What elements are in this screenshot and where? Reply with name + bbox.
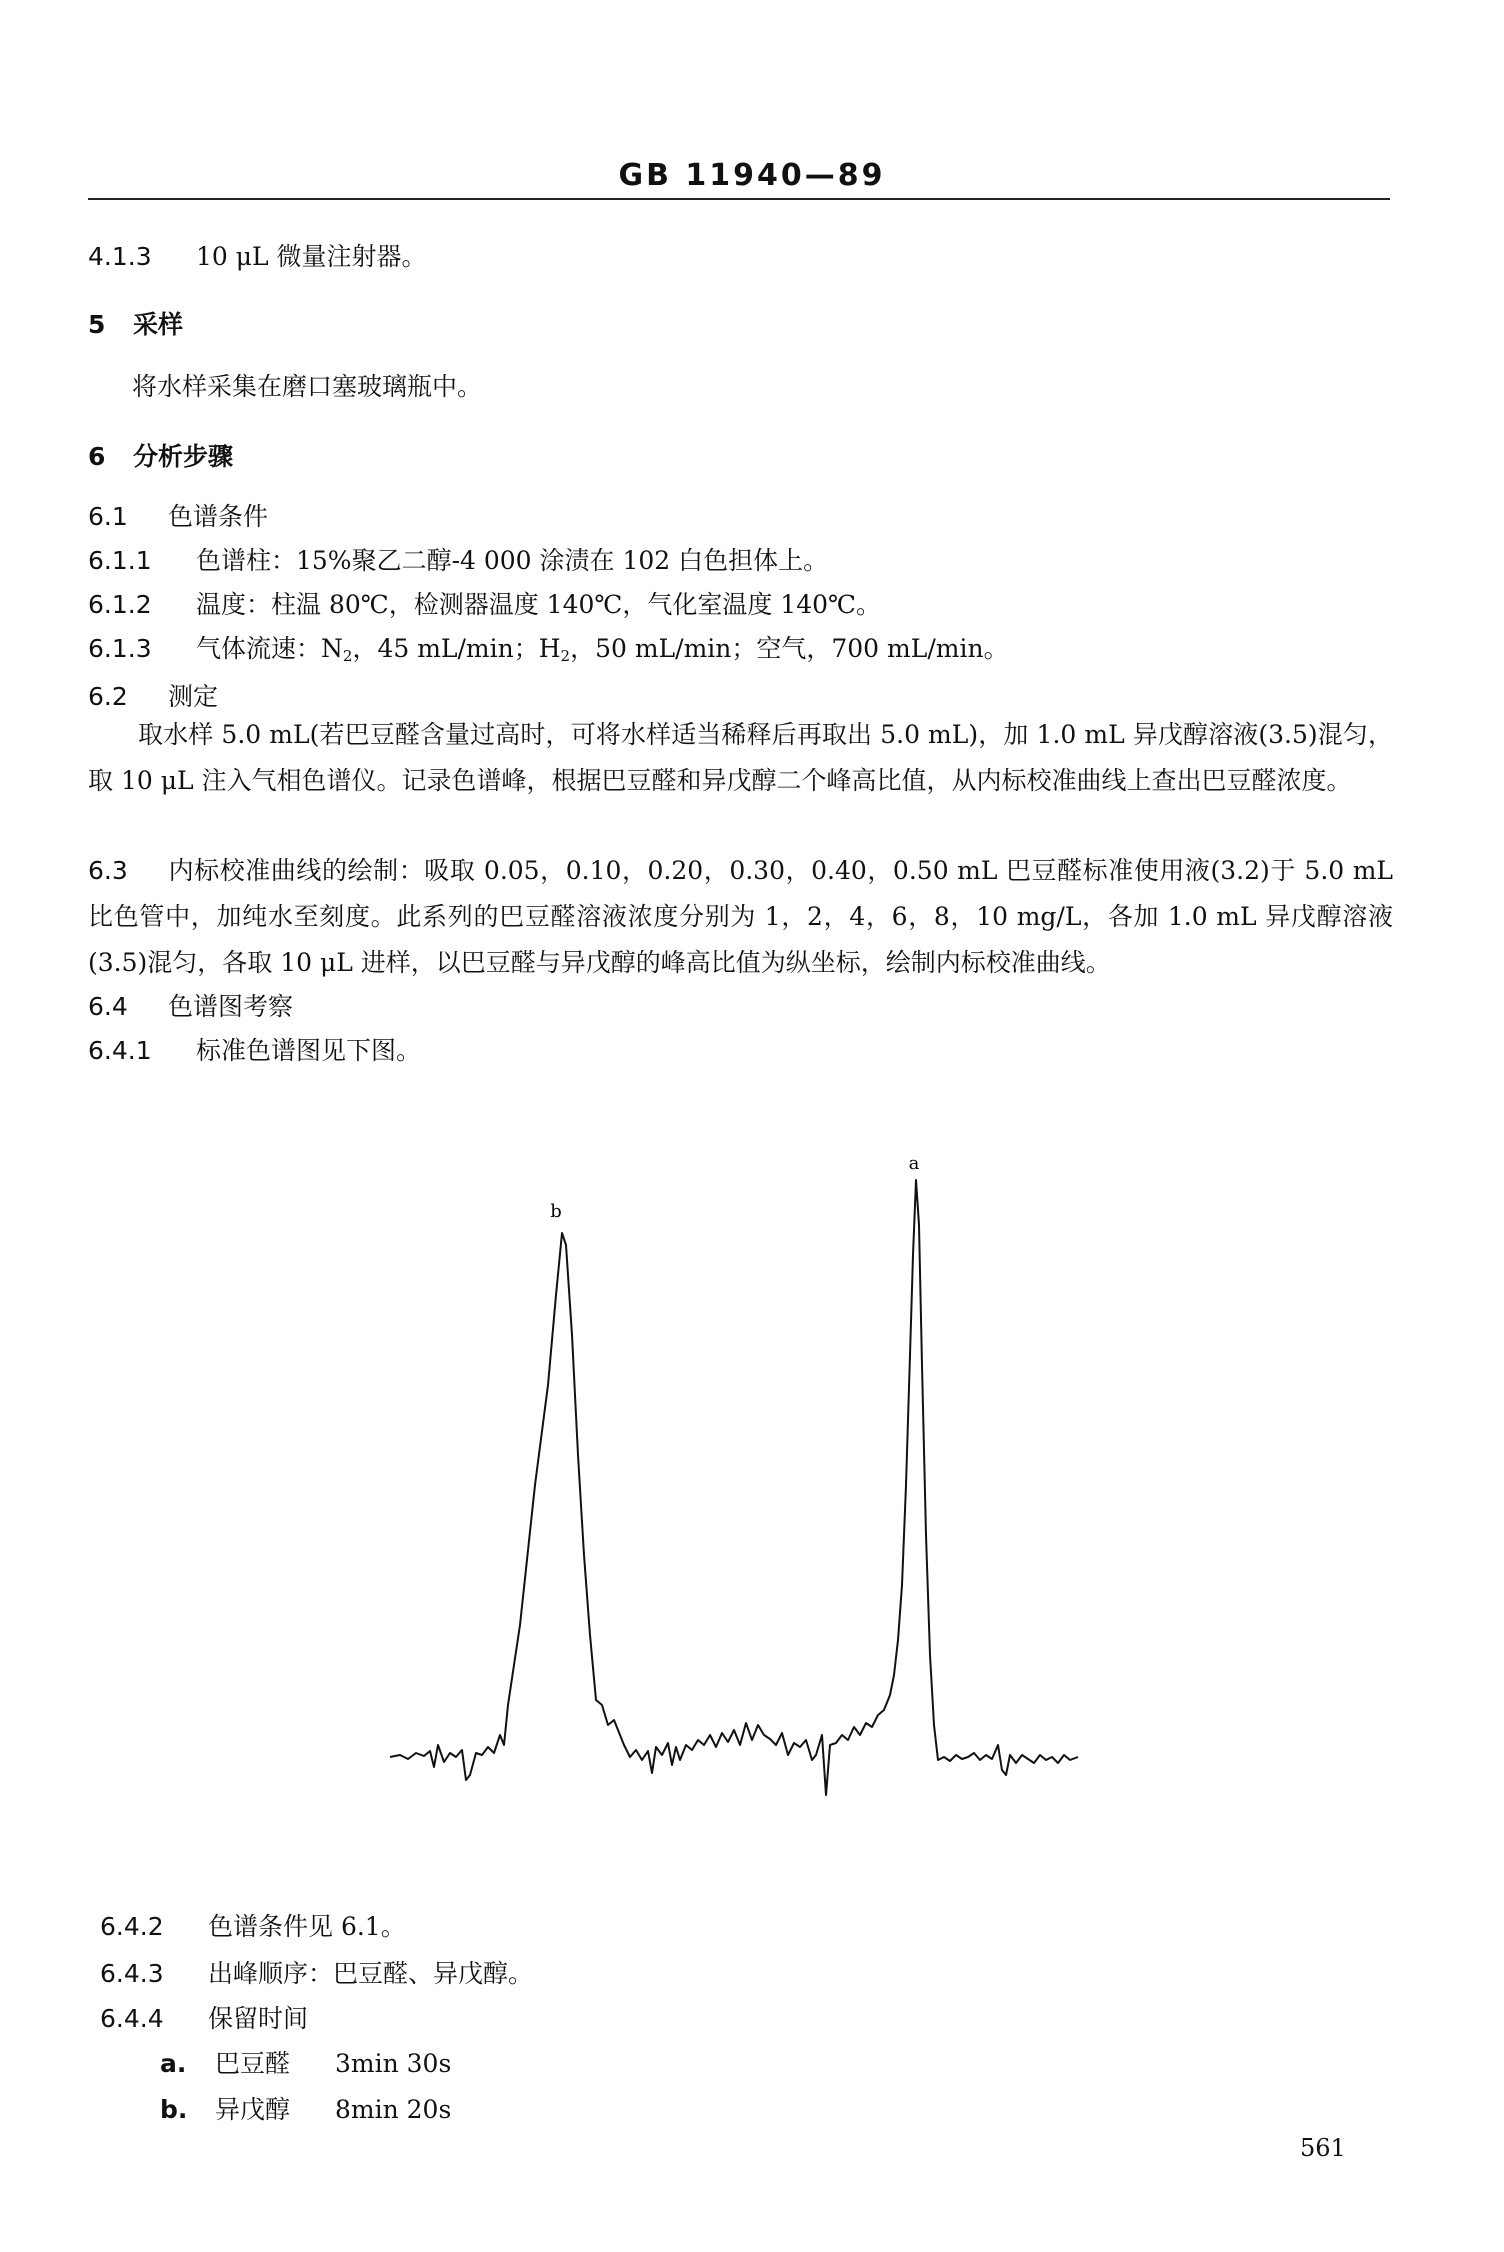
section-number: 6.4 [88,992,128,1021]
section-text: 标准色谱图见下图。 [196,1036,422,1065]
section-6-1-3 [88,632,1009,673]
chromatogram-trace [390,1180,1078,1795]
section-text: 内标校准曲线的绘制：吸取 0.05，0.10，0.20，0.30，0.40，0.50 mL 巴豆醛标准使用液(3.2)于 5.0 mL比色管中，加纯水至刻度。此系列的巴豆醛溶液浓度分别为 1，2，4，6，8，10 mg/L，各加 1.0 mL 异戊醇溶液(3.5)混匀，各取 10 μL 进样，以巴豆醛与异戊醇的峰高比值为纵坐标，绘制内标校准曲线。 [88,856,1393,977]
document-header: GB 11940—89 [618,158,886,193]
section-number: 6.3 [88,856,128,885]
header-rule [88,198,1390,200]
section-4-1-3 [88,240,427,274]
section-number: 4.1.3 [88,242,152,271]
section-6-4-1 [88,1034,421,1068]
section-6-2-body: 取水样 5.0 mL(若巴豆醛含量过高时，可将水样适当稀释后再取出 5.0 mL)，加 1.0 mL 异戊醇溶液(3.5)混匀，取 10 μL 注入气相色谱仪。记录色谱峰，根据巴豆醛和异戊醇二个峰高比值，从内标校准曲线上查出巴豆醛浓度。 [88,720,1393,795]
section-text: 温度：柱温 80℃，检测器温度 140℃，气化室温度 140℃。 [196,590,881,619]
section-title: 色谱条件 [168,502,269,531]
section-number: 6.4.4 [100,2004,164,2033]
flow-subscript-n: 2 [342,647,353,665]
retention-compound: 巴豆醛 [215,2049,291,2078]
section-number: 6.1 [88,502,128,531]
retention-letter: b. [160,2095,188,2124]
section-number: 6.1.2 [88,590,152,619]
retention-compound: 异戊醇 [215,2095,291,2124]
retention-item [160,2093,451,2127]
flow-mid: ，45 mL/min；H [352,634,561,663]
retention-item [160,2047,451,2081]
section-6-heading [88,440,233,474]
flow-suffix: ，50 mL/min；空气，700 mL/min。 [570,634,1009,663]
peak-a-label: a [908,1153,920,1174]
section-5-body: 将水样采集在磨口塞玻璃瓶中。 [132,372,483,401]
section-number: 6.4.1 [88,1036,152,1065]
chromatogram-svg [370,1095,1130,1825]
chromatogram-figure [370,1095,1130,1825]
section-text: 出峰顺序：巴豆醛、异戊醇。 [208,1959,534,1988]
section-number: 6.1.3 [88,634,152,663]
section-title: 采样 [133,310,184,339]
section-text: 10 μL 微量注射器。 [196,242,427,271]
section-number: 5 [88,310,106,339]
section-text: 色谱条件见 6.1。 [208,1912,406,1941]
section-6-4-3 [100,1957,533,1991]
section-6-2 [88,680,218,714]
section-text: 保留时间 [208,2004,309,2033]
section-title: 色谱图考察 [168,992,294,1021]
retention-time: 8min 20s [335,2095,452,2124]
section-number: 6.4.3 [100,1959,164,1988]
peak-b-label: b [550,1201,562,1222]
section-6-1 [88,500,268,534]
retention-time: 3min 30s [335,2049,452,2078]
section-6-1-1 [88,544,828,578]
section-text: 色谱柱：15%聚乙二醇-4 000 涂渍在 102 白色担体上。 [196,546,829,575]
section-5-heading [88,308,183,342]
section-title: 测定 [168,682,219,711]
section-6-4-4 [100,2002,308,2036]
section-6-3 [88,848,1393,986]
retention-letter: a. [160,2049,187,2078]
flow-prefix: 气体流速：N [196,634,343,663]
flow-subscript-h: 2 [560,647,571,665]
section-title: 分析步骤 [133,442,234,471]
section-6-1-2 [88,588,881,622]
page-number: 561 [1300,2134,1346,2162]
section-number: 6 [88,442,106,471]
section-number: 6.1.1 [88,546,152,575]
section-6-4 [88,990,293,1024]
section-number: 6.2 [88,682,128,711]
section-number: 6.4.2 [100,1912,164,1941]
section-6-4-2 [100,1910,406,1944]
